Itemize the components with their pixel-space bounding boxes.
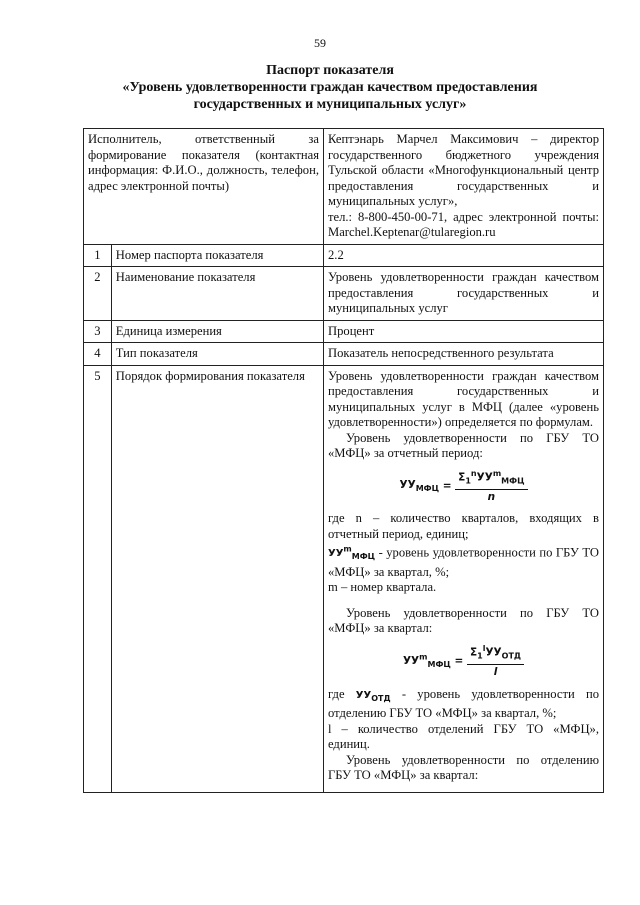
otd-definition: где $УУ_{ОТД}$ - уровень удовлетворенности по отделению ГБУ ТО «МФЦ» за квартал, %; [328, 686, 600, 721]
formula-quarter: $УУ^m_{МФЦ}$ = $\frac{\Sigma_1^lУУ_{ОТД}}{l}$ [328, 641, 599, 681]
formula-denominator: n [487, 490, 496, 503]
department-heading: Уровень удовлетворенности по отделению ГБУ ТО «МФЦ» за квартал: [328, 752, 599, 783]
row-number: 5 [84, 365, 112, 792]
row-value: Уровень удовлетворенности граждан качеством предоставления государственных и муниципальных услуг [324, 267, 604, 321]
executor-contacts: тел.: 8-800-450-00-71, адрес электронной почты: Marchel.Keptenar@tularegion.ru [328, 209, 599, 239]
table-row [84, 267, 604, 321]
row-number: 2 [84, 267, 112, 321]
executor-name: Кептэнарь Марчел Максимович – директор государственного бюджетного учреждения Тульской области «Многофункциональный центр предоставления государственных и муниципальных услуг», [328, 132, 599, 208]
period-heading: Уровень удовлетворенности по ГБУ ТО «МФЦ» за отчетный период: [328, 430, 599, 460]
formula-fraction [455, 466, 527, 506]
title-line-3: государственных и муниципальных услуг» [193, 97, 467, 112]
row-number: 4 [84, 343, 112, 366]
document-title [60, 62, 600, 113]
row-value: Показатель непосредственного результата [324, 343, 604, 366]
executor-label: Исполнитель, ответственный за формирование показателя (контактная информация: Ф.И.О., должность, телефон, адрес электронной почты) [84, 129, 324, 245]
row-label: Тип показателя [111, 343, 323, 366]
row-label: Единица измерения [111, 320, 323, 343]
formula-lhs: $УУ_{МФЦ}$ [399, 479, 440, 494]
formula-numerator: $\Sigma_1^lУУ_{ОТД}$ [467, 641, 524, 665]
formula-lhs: $УУ^m_{МФЦ}$ [402, 652, 451, 669]
title-line-1: Паспорт показателя [266, 63, 394, 78]
row-label: Наименование показателя [111, 267, 323, 321]
row-number: 1 [84, 244, 112, 267]
formula-fraction [467, 641, 524, 681]
formula-numerator: $\Sigma_1^nУУ^m_{МФЦ}$ [455, 466, 527, 490]
table-row [84, 343, 604, 366]
table-row [84, 320, 604, 343]
l-definition: l – количество отделений ГБУ ТО «МФЦ», единиц. [328, 721, 599, 752]
table-row-procedure [84, 365, 604, 792]
m-definition: m – номер квартала. [328, 580, 437, 595]
row-value: 2.2 [324, 244, 604, 267]
procedure-intro: Уровень удовлетворенности граждан качеством предоставления государственных и муниципальных услуг в МФЦ (далее «уровень удовлетворенности») определяется по формулам. [328, 368, 599, 429]
row-label: Номер паспорта показателя [111, 244, 323, 267]
table-row [84, 244, 604, 267]
procedure-description [324, 365, 604, 792]
row-value: Процент [324, 320, 604, 343]
where-n: где n – количество кварталов, входящих в отчетный период, единиц; [328, 511, 599, 541]
quarter-heading: Уровень удовлетворенности по ГБУ ТО «МФЦ» за квартал: [328, 605, 599, 636]
title-line-2: «Уровень удовлетворенности граждан качеством предоставления [122, 80, 538, 95]
table-row-executor [84, 129, 604, 245]
uy-m-definition: $УУ^m_{МФЦ}$ - уровень удовлетворенности по ГБУ ТО «МФЦ» за квартал, %; [328, 545, 599, 579]
executor-value [324, 129, 604, 245]
row-label: Порядок формирования показателя [111, 365, 323, 792]
page-number: 59 [314, 36, 326, 50]
formula-period: $УУ_{МФЦ}$ = $\frac{\Sigma_1^nУУ^m_{МФЦ}}{n}$ [328, 466, 599, 506]
row-number: 3 [84, 320, 112, 343]
formula-denominator: l [493, 666, 498, 679]
indicator-passport-table [83, 128, 604, 793]
